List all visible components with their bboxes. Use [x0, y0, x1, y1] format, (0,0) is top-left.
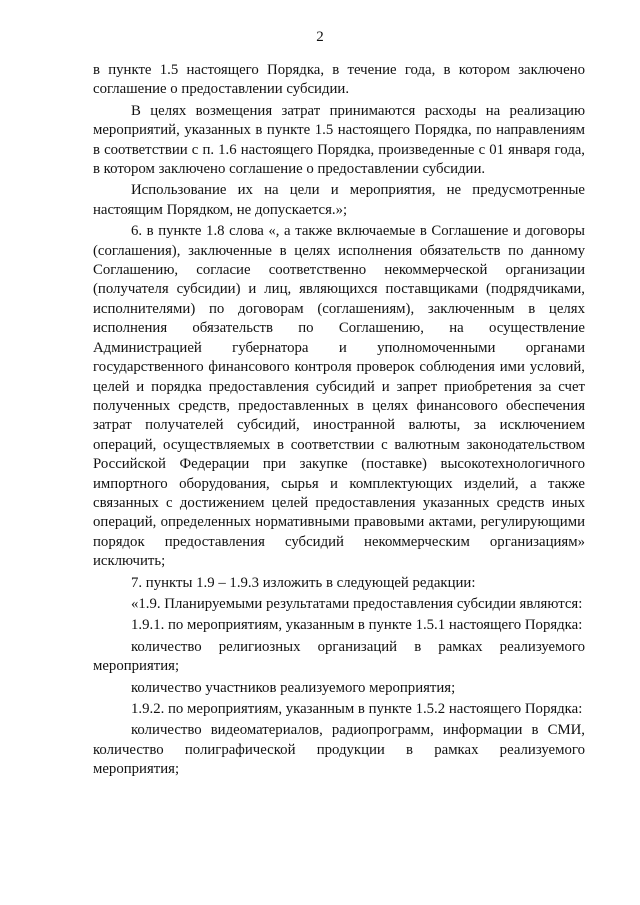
paragraph-10: 1.9.2. по мероприятиям, указанным в пункте 1.5.2 настоящего Порядка:	[131, 701, 583, 717]
paragraph-3: Использование их на цели и мероприятия, не предусмотренные настоящим Порядком, не допускается.»;	[93, 182, 585, 218]
page-number: 2	[316, 29, 324, 45]
paragraph-7: 1.9.1. по мероприятиям, указанным в пункте 1.5.1 настоящего Порядка:	[131, 617, 583, 634]
paragraph-8: количество религиозных организаций в рамках реализуемого мероприятия;	[93, 638, 585, 675]
paragraph-1: в пункте 1.5 настоящего Порядка, в течение года, в котором заключено соглашение о предоставлении субсидии.	[93, 62, 585, 98]
paragraph-5: 7. пункты 1.9 – 1.9.3 изложить в следующей редакции:	[131, 574, 476, 591]
paragraph-6: «1.9. Планируемыми результатами предоставления субсидии являются:	[131, 595, 583, 612]
paragraph-4: 6. в пункте 1.8 слова «, а также включаемые в Соглашение и договоры (соглашения), заключенные в целях исполнения обязательств по данному Соглашению, согласие соответственно некоммерческой организации (получателя субсидии) и лиц, являющихся поставщиками (подрядчиками, исполнителями) по договорам (соглашениям), заключенным в целях исполнения обязательств по Соглашению, на осуществление Администрацией губернатора и уполномоченными органами государственного финансового контроля проверок соблюдения ими условий, целей и порядка предоставления субсидий и запрет приобретения за счет полученных средств, предоставленных в целях финансового обеспечения затрат получателей субсидий, иностранной валюты, за исключением операций, осуществляемых в соответствии с валютным законодательством Российской Федерации при закупке (поставке) высокотехнологичного импортного оборудования, сырья и комплектующих изделий, а также связанных с достижением целей предоставления указанных средств иных операций, определенных нормативными правовыми актами, регулирующими порядок предоставления субсидий некоммерческим организациям» исключить;	[93, 223, 585, 570]
document-body	[93, 61, 585, 780]
paragraph-11: количество видеоматериалов, радиопрограмм, информации в СМИ, количество полиграфической продукции в рамках реализуемого мероприятия;	[93, 722, 585, 778]
paragraph-2: В целях возмещения затрат принимаются расходы на реализацию мероприятий, указанных в пункте 1.5 настоящего Порядка, по направлениям в соответствии с п. 1.6 настоящего Порядка, произведенные с 01 января года, в котором заключено соглашение о предоставлении субсидии.	[93, 102, 585, 178]
paragraph-9: количество участников реализуемого мероприятия;	[131, 679, 456, 696]
